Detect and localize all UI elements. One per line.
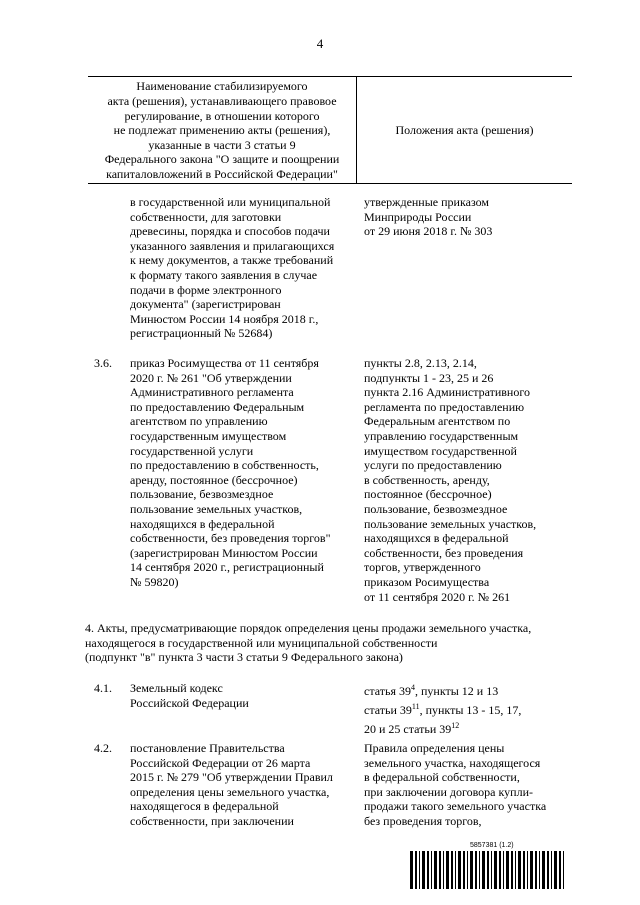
header-table [88, 76, 572, 184]
header-right-cell [357, 77, 572, 183]
header-left-cell [88, 77, 357, 183]
row-3-6-right: пункты 2.8, 2.13, 2.14, подпункты 1 - 23, 25 и 26 пункта 2.16 Административного регламента по предоставлению Федеральным агентством по управлению государственным имуществом государственной услуги по предоставлению в собственность, аренду, постоянное (бессрочное) пользование, безвозмездное пользование земельных участков, находящихся в федеральной собственности, без проведения торгов, утвержденного приказом Росимущества от 11 сентября 2020 г. № 261 [364, 356, 537, 604]
row-4-2-right: Правила определения цены земельного участка, находящегося в федеральной собственности, при заключении договора купли- продажи такого земельного участка без проведения торгов, [364, 741, 547, 828]
page-number: 4 [316, 36, 324, 51]
row-4-1-left: Земельный кодекс Российской Федерации [130, 681, 249, 710]
row-4-1-right-line2-a: статьи 39 [364, 703, 412, 717]
barcode [410, 842, 566, 892]
row-3-6-left: приказ Росимущества от 11 сентября 2020 г. № 261 "Об утверждении Административного регламента по предоставлению Федеральным агентством по управлению государственным имуществом государственной услуги по предоставлению в собственность, аренду, постоянное (бессрочное) пользование, безвозмездное пользование земельных участков, находящихся в федеральной собственности, без проведения торгов" (зарегистрирован Минюстом России 14 сентября 2020 г., регистрационный № 59820) [130, 356, 331, 589]
row-4-1-right-line1-b: , пункты 12 и 13 [414, 684, 499, 698]
barcode-id: 5857381 (1.2) [470, 842, 514, 849]
section-4-title: 4. Акты, предусматривающие порядок определения цены продажи земельного участка, находящегося в государственной или муниципальной собственности (подпункт "в" пункта 3 части 3 статьи 9 Федерального закона) [85, 621, 532, 665]
row-4-1-right-line3-a: 20 и 25 статьи 39 [364, 722, 452, 736]
header-right-text: Положения акта (решения) [395, 122, 534, 137]
row-continuation-left: в государственной или муниципальной собственности, для заготовки древесины, порядка и способов подачи указанного заявления и прилагающихся к нему документов, а также требований к формату такого заявления в случае подачи в форме электронного документа" (зарегистрирован Минюстом России 14 ноября 2018 г., регистрационный № 52684) [130, 195, 335, 341]
row-4-1-right-line1-sup: 4 [410, 683, 415, 692]
row-4-1-right [364, 680, 574, 737]
row-4-2-left: постановление Правительства Российской Федерации от 26 марта 2015 г. № 279 "Об утверждении Правил определения цены земельного участка, находящегося в федеральной собственности, при заключении [130, 741, 333, 828]
row-4-1-right-line2-b: , пункты 13 - 15, 17, [419, 703, 522, 717]
barcode-bars-icon [410, 851, 566, 889]
row-4-1-right-line2-sup: 11 [411, 702, 420, 711]
header-left-text: Наименование стабилизируемого акта (решения), устанавливающего правовое регулирование, в отношении которого не подлежат применению акты (решения), указанные в части 3 статьи 9 Федерального закона "О защите и поощрении капиталовложений в Российской Федерации" [104, 79, 340, 181]
row-4-1-right-line1-a: статья 39 [364, 684, 411, 698]
row-4-1-number: 4.1. [94, 681, 112, 695]
row-continuation-right: утвержденные приказом Минприроды России от 29 июня 2018 г. № 303 [364, 195, 493, 239]
row-3-6-number: 3.6. [94, 356, 112, 370]
row-4-2-number: 4.2. [94, 741, 112, 755]
row-4-1-right-line3-sup: 12 [451, 721, 460, 730]
